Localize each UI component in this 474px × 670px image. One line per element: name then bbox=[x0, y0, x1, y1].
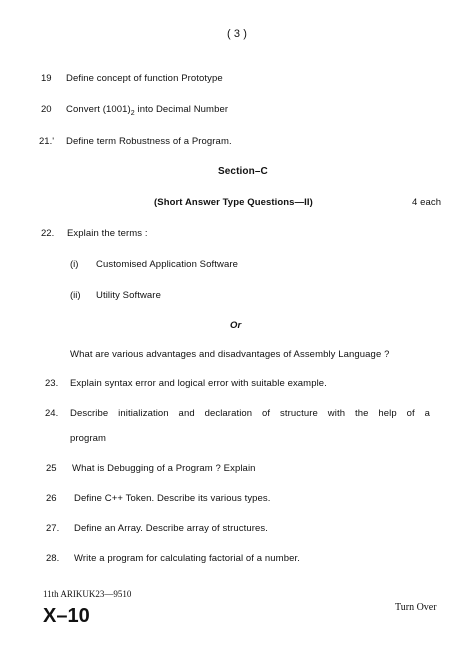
question-text-part: Convert (1001) bbox=[66, 104, 131, 115]
question-number: 22. bbox=[41, 228, 55, 239]
question-text: Describe initialization and declaration of structure with the help of a bbox=[70, 408, 430, 419]
question-number: 25 bbox=[46, 463, 57, 474]
section-marks: 4 each bbox=[412, 197, 442, 208]
question-text: Explain the terms : bbox=[67, 228, 148, 239]
question-text: Define an Array. Describe array of structures. bbox=[74, 523, 268, 534]
question-alt-text: What are various advantages and disadvantages of Assembly Language ? bbox=[70, 349, 390, 360]
question-number: 24. bbox=[45, 408, 59, 419]
question-number: 23. bbox=[45, 378, 59, 389]
question-number: 28. bbox=[46, 553, 60, 564]
question-text: Define term Robustness of a Program. bbox=[66, 136, 232, 147]
question-number: 19 bbox=[41, 73, 52, 84]
subscript: 2 bbox=[130, 109, 135, 117]
sub-item-label: (ii) bbox=[70, 290, 81, 301]
question-number: 27. bbox=[46, 523, 60, 534]
sub-item-text: Utility Software bbox=[96, 290, 161, 301]
question-text: Write a program for calculating factorial of a number. bbox=[74, 553, 300, 564]
section-title: Section–C bbox=[218, 166, 268, 177]
question-text: Define C++ Token. Describe its various types. bbox=[74, 493, 271, 504]
question-text-continued: program bbox=[70, 433, 107, 444]
question-text: What is Debugging of a Program ? Explain bbox=[72, 463, 256, 474]
question-number: 20 bbox=[41, 104, 52, 115]
or-separator: Or bbox=[230, 320, 242, 331]
question-text-part: into Decimal Number bbox=[134, 104, 229, 115]
sub-item-text: Customised Application Software bbox=[96, 259, 238, 270]
question-text: Define concept of function Prototype bbox=[66, 73, 223, 84]
question-text: Explain syntax error and logical error with suitable example. bbox=[70, 378, 327, 389]
turn-over-note: Turn Over bbox=[395, 602, 437, 613]
page-number: ( 3 ) bbox=[227, 28, 248, 40]
sub-item-label: (i) bbox=[70, 259, 79, 270]
question-number: 26 bbox=[46, 493, 57, 504]
footer-code: 11th ARIKUK23—9510 bbox=[43, 589, 132, 599]
question-text bbox=[66, 104, 228, 117]
section-subtitle: (Short Answer Type Questions—II) bbox=[154, 197, 313, 208]
question-number: 21.' bbox=[39, 136, 55, 147]
paper-id: X–10 bbox=[43, 605, 90, 627]
